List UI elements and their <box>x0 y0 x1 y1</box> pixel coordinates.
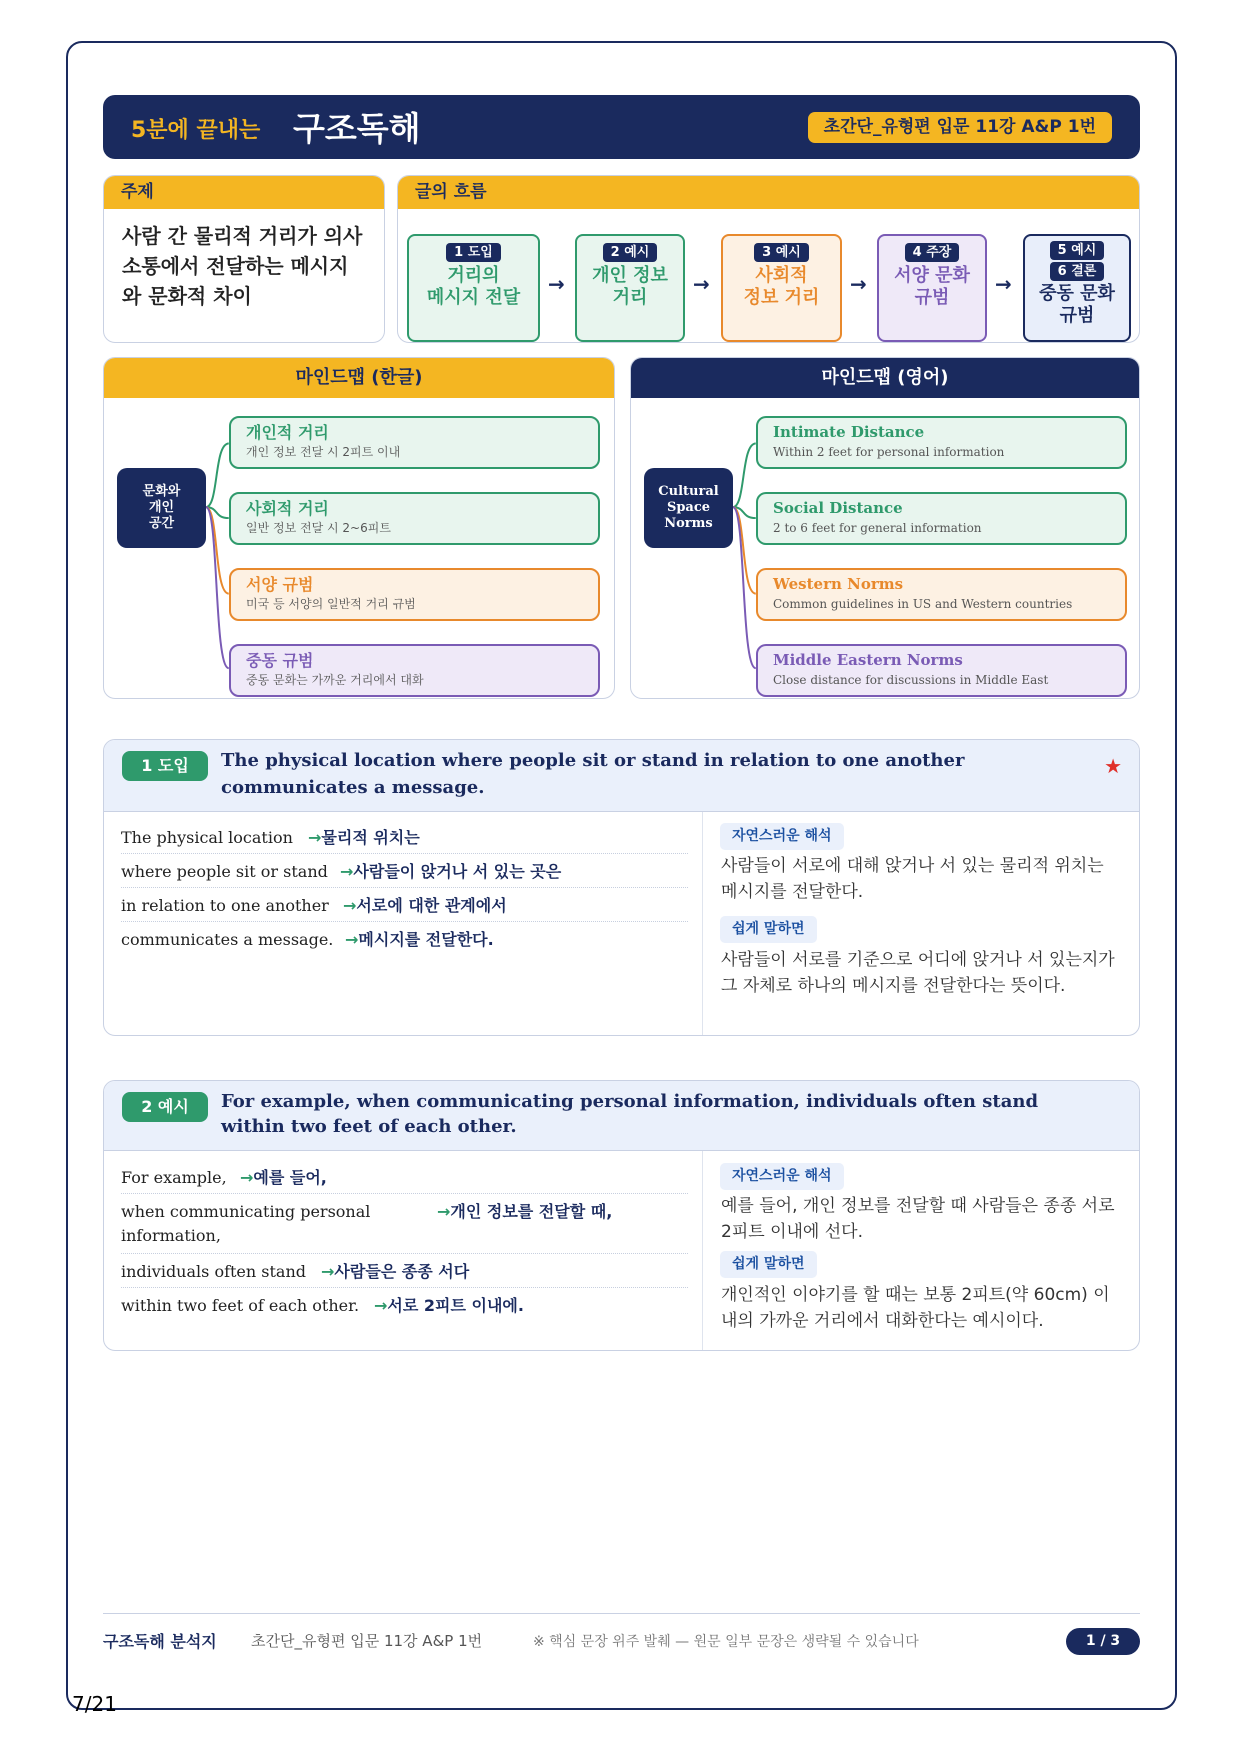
mindmap-node-title: 중동 규범 <box>246 651 314 670</box>
mindmap-node-sub: 2 to 6 feet for general information <box>773 521 982 535</box>
chunk-english: in relation to one another <box>121 896 329 915</box>
flow-arrow: → <box>548 272 565 296</box>
mindmap-node-sub: Within 2 feet for personal information <box>773 445 1005 459</box>
flow-step-badge: 5 예시 <box>1050 241 1105 260</box>
page-title: 구조독해 <box>293 109 421 148</box>
flow-header: 글의 흐름 <box>398 176 1139 209</box>
section-header <box>104 740 1139 812</box>
footer-note: ※ 핵심 문장 위주 발췌 — 원문 일부 문장은 생략될 수 있습니다 <box>533 1634 919 1650</box>
mindmap-node-sub: Close distance for discussions in Middle East <box>773 673 1049 687</box>
page-number: 7/21 <box>72 1692 117 1716</box>
flow-step-badge: 2 예시 <box>603 243 658 262</box>
mindmap-node-middle-east <box>229 644 600 697</box>
mindmap-english-header: 마인드맵 (영어) <box>631 358 1139 398</box>
title-banner <box>103 95 1140 159</box>
chunk-korean: → 사람들은 종종 서다 <box>321 1260 469 1284</box>
chunk-row <box>121 1254 688 1288</box>
natural-translation: 사람들이 서로에 대해 앉거나 서 있는 물리적 위치는 메시지를 전달한다. <box>721 856 1104 902</box>
natural-translation-label: 자연스러운 해석 <box>720 1163 844 1190</box>
mindmap-node-title: 개인적 거리 <box>246 423 329 442</box>
flow-step-badge: 3 예시 <box>754 243 809 262</box>
mindmap-node-social <box>756 492 1127 545</box>
chunk-korean: → 서로에 대한 관계에서 <box>343 894 507 918</box>
column-divider <box>702 812 703 1035</box>
flow-arrow: → <box>850 272 867 296</box>
mindmap-english <box>630 357 1140 699</box>
footer <box>103 1613 1140 1653</box>
chunk-row <box>121 820 688 854</box>
mindmap-node-title: Intimate Distance <box>773 423 925 441</box>
natural-translation: 예를 들어, 개인 정보를 전달할 때 사람들은 종종 서로 2피트 이내에 선다. <box>721 1196 1115 1242</box>
mindmap-node-sub: 일반 정보 전달 시 2~6피트 <box>246 521 391 535</box>
chunk-korean: → 서로 2피트 이내에. <box>374 1294 524 1318</box>
mindmap-node-title: Western Norms <box>773 575 904 593</box>
chunk-row <box>121 1160 688 1194</box>
section-sentence: For example, when communicating personal information, individuals often stand within two feet of each other. <box>221 1091 1039 1137</box>
chunk-row <box>121 1288 688 1322</box>
flow-step-label: 사회적 정보 거리 <box>743 265 820 308</box>
sentence-section-1 <box>103 739 1140 1036</box>
section-badge: 2 예시 <box>122 1092 208 1122</box>
section-badge: 1 도입 <box>122 751 208 781</box>
chunk-korean: → 물리적 위치는 <box>308 826 420 850</box>
banner-prefix: 5분에 끝내는 <box>131 118 261 143</box>
flow-step-label: 거리의 메시지 전달 <box>426 265 521 308</box>
flow-arrow: → <box>693 272 710 296</box>
chunk-row <box>121 888 688 922</box>
mindmap-node-personal <box>229 416 600 469</box>
mindmap-center-node: 문화와 개인 공간 <box>117 468 206 548</box>
chunk-korean: → 개인 정보를 전달할 때, <box>437 1200 612 1224</box>
mindmap-node-title: 사회적 거리 <box>246 499 329 518</box>
flow-step-badge-2: 6 결론 <box>1050 262 1105 281</box>
topic-header: 주제 <box>104 176 384 209</box>
flow-step-claim <box>877 234 987 342</box>
mindmap-korean-header: 마인드맵 (한글) <box>104 358 614 398</box>
chunk-english: within two feet of each other. <box>121 1296 360 1315</box>
flow-step-example-2 <box>721 234 842 342</box>
mindmap-node-title: Middle Eastern Norms <box>773 651 963 669</box>
flow-step-conclusion <box>1023 234 1131 342</box>
chunk-english: The physical location <box>121 828 293 847</box>
mindmap-node-social <box>229 492 600 545</box>
flow-step-badge: 1 도입 <box>446 243 501 262</box>
chunk-row <box>121 854 688 888</box>
mindmap-korean <box>103 357 615 699</box>
mindmap-node-western <box>756 568 1127 621</box>
chunk-korean: → 사람들이 앉거나 서 있는 곳은 <box>340 860 561 884</box>
mindmap-node-title: Social Distance <box>773 499 903 517</box>
mindmap-node-intimate <box>756 416 1127 469</box>
chunk-english: individuals often stand <box>121 1262 307 1281</box>
chunk-row <box>121 1194 688 1254</box>
mindmap-node-sub: 개인 정보 전달 시 2피트 이내 <box>246 445 401 459</box>
chunk-row <box>121 922 688 956</box>
section-header <box>104 1081 1139 1151</box>
flow-box <box>397 175 1140 343</box>
mindmap-node-middle-east <box>756 644 1127 697</box>
mindmap-node-western <box>229 568 600 621</box>
page-indicator: 1 / 3 <box>1066 1628 1140 1655</box>
flow-step-label: 서양 문화 규범 <box>894 265 970 308</box>
chunk-english: communicates a message. <box>121 930 334 949</box>
topic-box <box>103 175 385 343</box>
footer-brand: 구조독해 분석지 <box>103 1632 217 1651</box>
mindmap-node-sub: 중동 문화는 가까운 거리에서 대화 <box>246 673 424 687</box>
topic-text: 사람 간 물리적 거리가 의사소통에서 전달하는 메시지와 문화적 차이 <box>122 224 363 308</box>
sentence-section-2 <box>103 1080 1140 1351</box>
flow-step-example-1 <box>575 234 685 342</box>
chunk-english: where people sit or stand <box>121 862 328 881</box>
column-divider <box>702 1151 703 1350</box>
footer-meta: 초간단_유형편 입문 11강 A&P 1번 <box>251 1632 483 1650</box>
lesson-tag: 초간단_유형편 입문 11강 A&P 1번 <box>808 112 1112 143</box>
flow-step-label: 중동 문화 규범 <box>1039 283 1115 326</box>
section-sentence: The physical location where people sit or stand in relation to one another communicates a message. <box>221 750 965 798</box>
chunk-korean: → 메시지를 전달한다. <box>345 928 494 952</box>
chunk-english: For example, <box>121 1168 227 1187</box>
chunk-korean: → 예를 들어, <box>240 1166 327 1190</box>
flow-step-label: 개인 정보 거리 <box>592 265 668 308</box>
chunk-english: when communicating personal information, <box>121 1202 371 1245</box>
flow-arrow: → <box>995 272 1012 296</box>
mindmap-center-node: Cultural Space Norms <box>644 468 733 548</box>
flow-step-intro <box>407 234 540 342</box>
easy-explanation-label: 쉽게 말하면 <box>720 1251 817 1278</box>
flow-step-badge: 4 주장 <box>905 243 960 262</box>
mindmap-node-sub: 미국 등 서양의 일반적 거리 규범 <box>246 597 416 611</box>
easy-explanation: 사람들이 서로를 기준으로 어디에 앉거나 서 있는지가 그 자체로 하나의 메시지를 전달한다는 뜻이다. <box>721 950 1115 996</box>
mindmap-node-sub: Common guidelines in US and Western countries <box>773 597 1073 611</box>
easy-explanation-label: 쉽게 말하면 <box>720 916 817 943</box>
mindmap-node-title: 서양 규범 <box>246 575 314 594</box>
easy-explanation: 개인적인 이야기를 할 때는 보통 2피트(약 60cm) 이내의 가까운 거리에서 대화한다는 예시이다. <box>721 1285 1110 1331</box>
natural-translation-label: 자연스러운 해석 <box>720 823 844 850</box>
star-icon: ★ <box>1104 754 1122 778</box>
